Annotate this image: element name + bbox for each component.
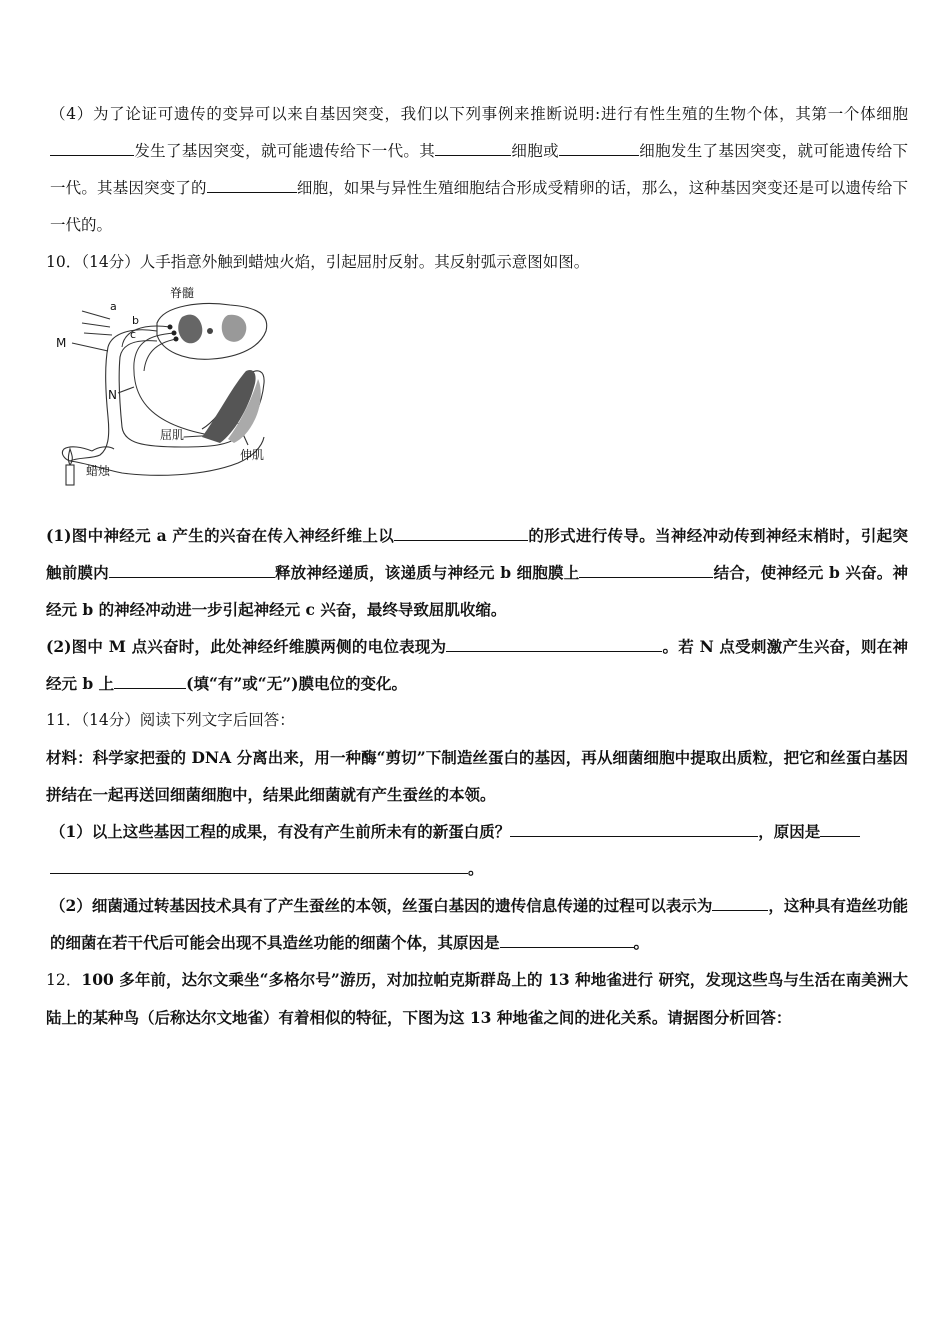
answer-blank[interactable]	[579, 562, 713, 578]
label-b: b	[132, 314, 139, 327]
question-10-part-2: (2)图中 M 点兴奋时，此处神经纤维膜两侧的电位表现为 。若 N 点受刺激产生兴奋，则在神经元 b 上 (填“有”或“无”)膜电位的变化。	[46, 637, 908, 693]
answer-blank[interactable]	[712, 895, 768, 911]
label-c: c	[130, 328, 137, 341]
label-a: a	[110, 300, 117, 313]
answer-blank[interactable]	[394, 525, 528, 541]
label-flexor: 屈肌	[160, 428, 185, 442]
answer-blank[interactable]	[559, 140, 639, 156]
question-11-part-2: （2）细菌通过转基因技术具有了产生蚕丝的本领，丝蛋白基因的遗传信息传递的过程可以表示为 ，这种具有造丝功能的细菌在若干代后可能会出现不具造丝功能的细菌个体，其原因是 。	[50, 896, 908, 952]
worksheet-page	[46, 96, 908, 1036]
question-10-part-1: (1)图中神经元 a 产生的兴奋在传入神经纤维上以 的形式进行传导。当神经冲动传到神经末梢时，引起突触前膜内 释放神经递质，该递质与神经元 b 细胞膜上 结合，使神经元 b 兴奋。神经元 b 的神经冲动进一步引起神经元 c 兴奋，最终导致屈肌收缩。	[46, 526, 908, 619]
label-N: N	[108, 388, 117, 402]
answer-blank[interactable]	[207, 177, 297, 193]
answer-blank[interactable]	[510, 821, 758, 837]
question-9-part-4: （4）为了论证可遗传的变异可以来自基因突变，我们以下列事例来推断说明:进行有性生殖的生物个体，其第一个体细胞发生了基因突变，就可能遗传给下一代。其 细胞或 细胞发生了基因突变，就可能遗传给下一代。其基因突变了的 细胞，如果与异性生殖细胞结合形成受精卵的话，那么，这种基因突变还是可以遗传给下一代的。	[50, 105, 908, 234]
answer-blank[interactable]	[500, 932, 634, 948]
label-spinal-cord: 脊髓	[170, 286, 195, 300]
answer-blank[interactable]	[50, 858, 468, 874]
answer-blank[interactable]	[114, 673, 186, 689]
answer-blank[interactable]	[109, 562, 275, 578]
question-10-header: 10．（14分）人手指意外触到蜡烛火焰，引起屈肘反射。其反射弧示意图如图。	[46, 253, 590, 271]
question-12: 12．100 多年前，达尔文乘坐“多格尔号”游历，对加拉帕克斯群岛上的 13 种地雀进行 研究，发现这些鸟与生活在南美洲大陆上的某种鸟（后称达尔文地雀）有着相似的特征，下图为这 13 种地雀之间的进化关系。请据图分析回答：	[46, 970, 908, 1027]
answer-blank[interactable]	[435, 140, 511, 156]
question-11-header: 11．（14分）阅读下列文字后回答：	[46, 711, 295, 729]
label-extensor: 伸肌	[240, 448, 265, 462]
question-11-part-1: （1）以上这些基因工程的成果，有没有产生前所未有的新蛋白质？ ，原因是 。	[46, 813, 908, 887]
label-M: M	[56, 336, 67, 350]
answer-blank[interactable]	[50, 140, 134, 156]
reflex-arc-figure	[52, 287, 292, 491]
label-candle: 蜡烛	[86, 464, 111, 478]
question-11-material: 材料：科学家把蚕的 DNA 分离出来，用一种酶“剪切”下制造丝蛋白的基因，再从细菌细胞中提取出质粒，把它和丝蛋白基因拼结在一起再送回细菌细胞中，结果此细菌就有产生蚕丝的本领。	[46, 748, 908, 804]
answer-blank[interactable]	[446, 636, 662, 652]
answer-blank[interactable]	[820, 821, 860, 837]
